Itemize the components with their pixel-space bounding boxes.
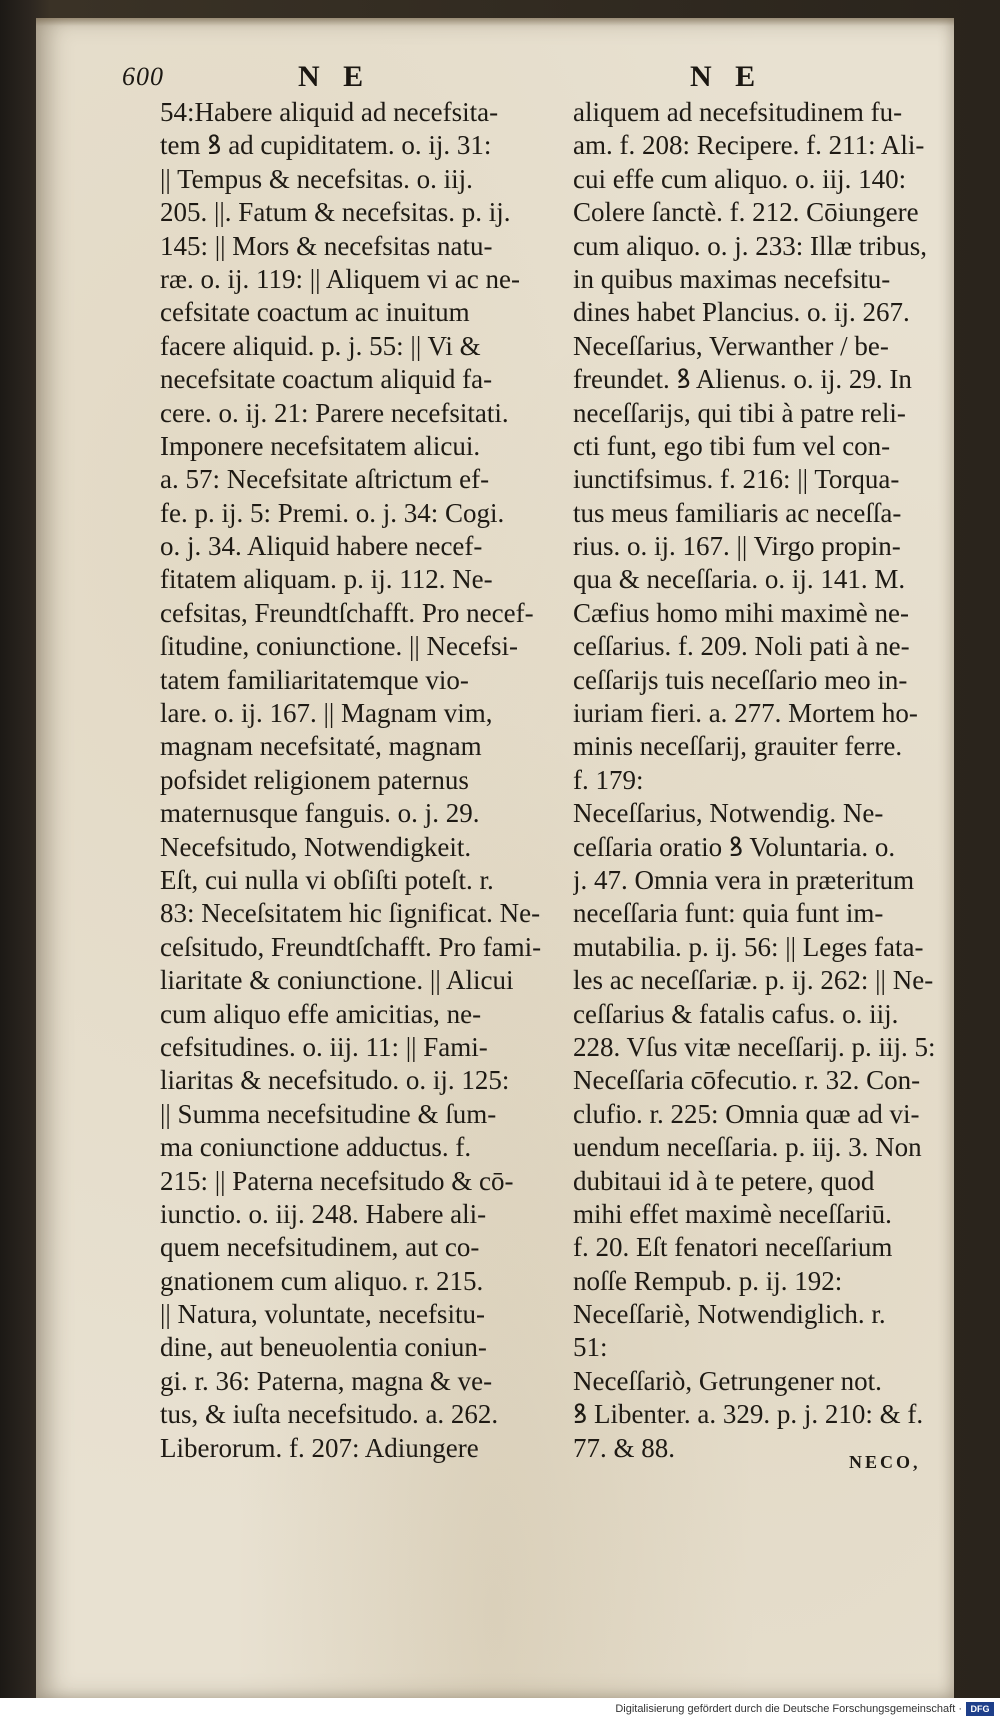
text-line: clufio. r. 225: Omnia quæ ad vi- <box>573 1098 920 1129</box>
text-line: || Summa necefsitudine & ſum- <box>160 1098 497 1129</box>
page-header <box>0 60 1000 100</box>
text-line: cum aliquo effe amicitias, ne- <box>160 998 482 1029</box>
text-line: tem ꝸ ad cupiditatem. o. ij. 31: <box>160 130 492 161</box>
text-line: f. 179: <box>573 764 644 795</box>
text-line: freundet. ꝸ Alienus. o. ij. 29. In <box>573 364 912 395</box>
text-line: in quibus maximas necefsitu- <box>573 263 891 294</box>
text-line: Colere ſanctè. f. 212. Cōiungere <box>573 197 919 228</box>
text-line: tus, & iuſta necefsitudo. a. 262. <box>160 1399 499 1430</box>
text-line: uendum neceſſaria. p. iij. 3. Non <box>573 1132 922 1163</box>
text-line: mutabilia. p. ij. 56: || Leges fata- <box>573 931 924 962</box>
text-line: Neceſſariè, Notwendiglich. r. <box>573 1299 886 1330</box>
text-line: tus meus familiaris ac neceſſa- <box>573 497 902 528</box>
text-line: 215: || Paterna necefsitudo & cō- <box>160 1165 514 1196</box>
text-line: || Natura, voluntate, necefsitu- <box>160 1299 485 1330</box>
page-edge-shadow <box>36 18 954 26</box>
text-line: cum aliquo. o. j. 233: Illæ tribus, <box>573 230 927 261</box>
right-column <box>573 96 948 1465</box>
text-line: maternusque fanguis. o. j. 29. <box>160 798 480 829</box>
text-line: ꝸ Libenter. a. 329. p. j. 210: & f. <box>573 1399 924 1430</box>
text-line: lare. o. ij. 167. || Magnam vim, <box>160 698 493 729</box>
text-line: neceſſarijs, qui tibi à patre reli- <box>573 397 906 428</box>
text-line: ræ. o. ij. 119: || Aliquem vi ac ne- <box>160 263 521 294</box>
text-line: ceſsitudo, Freundtſchafft. Pro fami- <box>160 931 542 962</box>
text-line: Neceſſarius, Notwendig. Ne- <box>573 798 884 829</box>
text-line: Cæfius homo mihi maximè ne- <box>573 597 909 628</box>
text-line: 145: || Mors & necefsitas natu- <box>160 230 493 261</box>
text-line: magnam necefsitaté, magnam <box>160 731 482 762</box>
text-line: iunctio. o. iij. 248. Habere ali- <box>160 1198 487 1229</box>
left-column <box>160 96 565 1465</box>
text-line: minis neceſſarij, grauiter ferre. <box>573 731 903 762</box>
text-line: gi. r. 36: Paterna, magna & ve- <box>160 1365 493 1396</box>
text-line: dines habet Plancius. o. ij. 267. <box>573 297 910 328</box>
text-line: 205. ||. Fatum & necefsitas. p. ij. <box>160 197 511 228</box>
text-line: cefsitudines. o. iij. 11: || Fami- <box>160 1031 488 1062</box>
text-line: Neceſſaria cōfecutio. r. 32. Con- <box>573 1065 921 1096</box>
dfg-logo-icon: DFG <box>966 1702 994 1716</box>
text-line: ceſſarius & fatalis cafus. o. iij. <box>573 998 899 1029</box>
text-line: necefsitate coactum aliquid fa- <box>160 364 493 395</box>
text-line: 51: <box>573 1332 608 1363</box>
text-line: liaritate & coniunctione. || Alicui <box>160 965 514 996</box>
digitization-footer <box>0 1698 1000 1720</box>
text-line: iunctifsimus. f. 216: || Torqua- <box>573 464 900 495</box>
text-line: cere. o. ij. 21: Parere necefsitati. <box>160 397 509 428</box>
text-line: Necefsitudo, Notwendigkeit. <box>160 831 472 862</box>
text-line: liaritas & necefsitudo. o. ij. 125: <box>160 1065 510 1096</box>
text-line: Liberorum. f. 207: Adiungere <box>160 1432 479 1463</box>
running-head-right: N E <box>690 60 764 93</box>
text-line: Neceſſarius, Verwanther / be- <box>573 330 889 361</box>
text-line: cui effe cum aliquo. o. iij. 140: <box>573 163 907 194</box>
text-line: 77. & 88. <box>573 1432 676 1463</box>
text-line: || Tempus & necefsitas. o. iij. <box>160 163 473 194</box>
text-line: quem necefsitudinem, aut co- <box>160 1232 480 1263</box>
text-line: rius. o. ij. 167. || Virgo propin- <box>573 531 901 562</box>
text-line: gnationem cum aliquo. r. 215. <box>160 1265 484 1296</box>
catchword: NECO, <box>849 1452 921 1472</box>
text-line: facere aliquid. p. j. 55: || Vi & <box>160 330 481 361</box>
text-line: fitatem aliquam. p. ij. 112. Ne- <box>160 564 493 595</box>
text-line: iuriam fieri. a. 277. Mortem ho- <box>573 698 918 729</box>
text-line: dine, aut beneuolentia coniun- <box>160 1332 487 1363</box>
text-line: ceſſaria oratio ꝸ Voluntaria. o. <box>573 831 896 862</box>
text-line: f. 20. Eſt fenatori neceſſarium <box>573 1232 893 1263</box>
text-line: cefsitate coactum ac inuitum <box>160 297 470 328</box>
text-line: ceſſarijs tuis neceſſario meo in- <box>573 664 908 695</box>
text-line: tatem familiaritatemque vio- <box>160 664 469 695</box>
text-line: 228. Vſus vitæ neceſſarij. p. iij. 5: <box>573 1031 936 1062</box>
text-line: ma coniunctione adductus. f. <box>160 1132 472 1163</box>
page-number: 600 <box>122 62 164 91</box>
text-line: fe. p. ij. 5: Premi. o. j. 34: Cogi. <box>160 497 505 528</box>
text-line: Imponere necefsitatem alicui. <box>160 430 481 461</box>
text-line: 54:Habere aliquid ad necefsita- <box>160 97 499 127</box>
running-head-left: N E <box>298 60 372 93</box>
dfg-credit-text: Digitalisierung gefördert durch die Deutsche Forschungsgemeinschaft · <box>615 1703 962 1715</box>
text-line: am. f. 208: Recipere. f. 211: Ali- <box>573 130 925 161</box>
text-line: cti funt, ego tibi fum vel con- <box>573 430 891 461</box>
text-line: pofsidet religionem paternus <box>160 764 469 795</box>
text-line: cefsitas, Freundtſchafft. Pro necef- <box>160 597 534 628</box>
text-line: aliquem ad necefsitudinem fu- <box>573 97 903 127</box>
text-line: ceſſarius. f. 209. Noli pati à ne- <box>573 631 910 662</box>
text-line: qua & neceſſaria. o. ij. 141. M. <box>573 564 906 595</box>
text-line: ſitudine, coniunctione. || Necefsi- <box>160 631 518 662</box>
text-line: dubitaui id à te petere, quod <box>573 1165 875 1196</box>
text-line: neceſſaria funt: quia funt im- <box>573 898 884 929</box>
text-line: j. 47. Omnia vera in præteritum <box>573 864 915 895</box>
text-line: mihi effet maximè neceſſariū. <box>573 1198 892 1229</box>
text-line: les ac neceſſariæ. p. ij. 262: || Ne- <box>573 965 934 996</box>
text-line: Eſt, cui nulla vi obſiſti poteſt. r. <box>160 864 494 895</box>
text-line: noſſe Rempub. p. ij. 192: <box>573 1265 843 1296</box>
text-line: Neceſſariò, Getrungener not. <box>573 1365 882 1396</box>
text-line: o. j. 34. Aliquid habere necef- <box>160 531 483 562</box>
text-line: 83: Neceſsitatem hic ſignificat. Ne- <box>160 898 541 929</box>
text-line: a. 57: Necefsitate aſtrictum ef- <box>160 464 490 495</box>
